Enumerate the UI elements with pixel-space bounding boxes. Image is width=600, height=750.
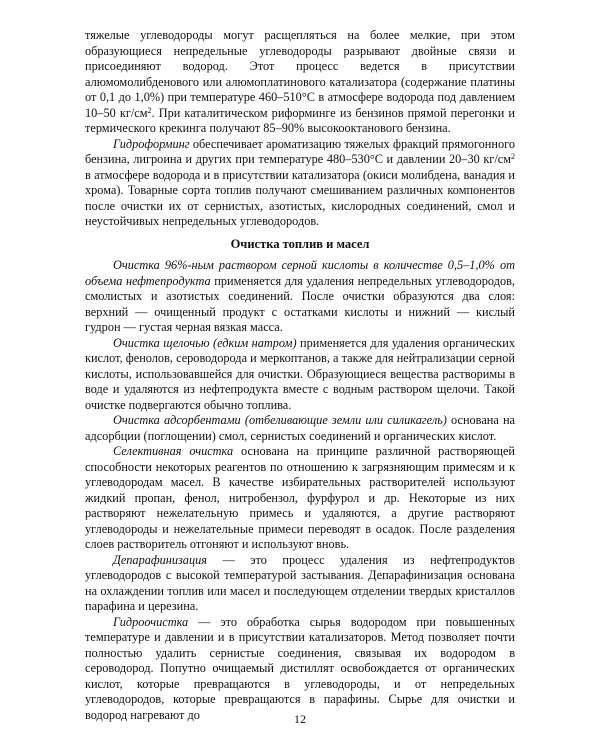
paragraph-text: — это процесс удаления из нефтепродуктов углеводородов с высокой температурой застывания. Депарафинизация основана на охлаждении топлив или масел и последующем отделении твердых кристаллов парафина и церезина. — [85, 552, 515, 613]
paragraph-alkali-cleaning — [85, 336, 515, 414]
paragraph-text: применяется для удаления непредельных углеводородов, смолистых и азотистых соединений. После очистки образуются два слоя: верхний — очищенный продукт с остатками кислоты и нижний — кислый гудрон — густая черная вязкая масса. — [85, 273, 515, 334]
paragraph-hydroforming — [85, 137, 515, 230]
paragraph-reforming — [85, 28, 515, 137]
paragraph-text: обеспечивает ароматизацию тяжелых фракций прямогонного бензина, лигроина и других при температуре 480–530°С и давлении 20–30 кг/см — [85, 136, 515, 166]
page-number: 12 — [294, 712, 306, 726]
term-alkali-cleaning: Очистка щелочью — [113, 335, 210, 350]
term-parenthetical: (едким натром) — [209, 335, 297, 350]
superscript: 2 — [147, 105, 152, 115]
section-heading: Очистка топлив и масел — [230, 236, 370, 251]
paragraph-text: применяется для удаления органических кислот, фенолов, сероводорода и меркоптанов, а также для нейтрализации серной кислоты, использовавшейся для очистки. Образующиеся вещества растворимы в воде и удаляются из нефтепродукта вместе с водным раствором щелочи. Такой очистке подвергаются обычно топлива. — [85, 335, 516, 412]
paragraph-text: основана на принципе различной растворяющей способности некоторых реагентов по отношению к загрязняющим примесям и к углеводородам масел. В качестве избирательных растворителей используют жидкий пропан, фенол, нитробензол, фурфурол и др. Некоторые из них растворяют нежелательную примесь и удаляются, а другие растворяют углеводороды и нежелательные примеси переводят в осадок. После разделения слоев растворитель отгоняют и используют вновь. — [85, 444, 515, 551]
paragraph-text: основана на адсорбции (поглощении) смол, сернистых соединений и органических кислот. — [85, 413, 515, 443]
term-hydrotreating: Гидроочистка — [113, 614, 189, 629]
paragraph-text: — это обработка сырья водородом при повышенных температуре и давлении и в присутствии катализаторов. Метод позволяет почти полностью удалить сернистые соединения, связывая их водородом в сероводород. Попутно очищаемый дистиллят освобождается от органических кислот, которые превращаются в углеводороды, и от непредельных углеводородов, которые превращаются в парафины. Сырье для очистки и водород нагревают до — [85, 614, 515, 722]
term-acid-cleaning: Очистка 96%-ным раствором серной кислоты в количестве 0,5–1,0% от объема нефтепродукта — [85, 258, 515, 288]
paragraph-selective-cleaning — [85, 444, 515, 553]
paragraph-adsorbent-cleaning — [85, 413, 515, 444]
paragraph-text: . При каталитическом риформинге из бензинов прямой перегонки и термического крекинга получают 85–90% высокооктанового бензина. — [85, 105, 515, 135]
paragraph-text: тяжелые углеводороды могут расщепляться на более мелкие, при этом образующиеся непредельные углеводороды разрывают двойные связи и присоединяют водород. Этот процесс ведется в присутствии алюмомолибденового или алюмоплатинового катализатора (содержание платины от 0,1 до 1,0%) при температуре 460–510°С в атмосфере водорода под давлением 10–50 кг/см — [85, 28, 515, 120]
paragraph-hydrotreating — [85, 615, 515, 724]
superscript: 2 — [511, 152, 515, 161]
term-dewaxing: Депарафинизация — [113, 552, 207, 567]
term-adsorbent-cleaning: Очистка адсорбентами (отбеливающие земли или силикагель) — [113, 413, 447, 427]
paragraph-dewaxing — [85, 553, 515, 615]
term-hydroforming: Гидроформинг — [113, 136, 190, 151]
term-selective-cleaning: Селективная очистка — [113, 444, 234, 458]
page-body — [85, 28, 515, 723]
paragraph-acid-cleaning — [85, 258, 515, 336]
paragraph-text: в атмосфере водорода и в присутствии катализатора (окиси молибдена, ванадия и хрома). Товарные сорта топлив получают смешиванием различных компонентов после очистки их от сернистых, азотистых, кислородных соединений, смол и неустойчивых непредельных углеводородов. — [85, 167, 515, 228]
